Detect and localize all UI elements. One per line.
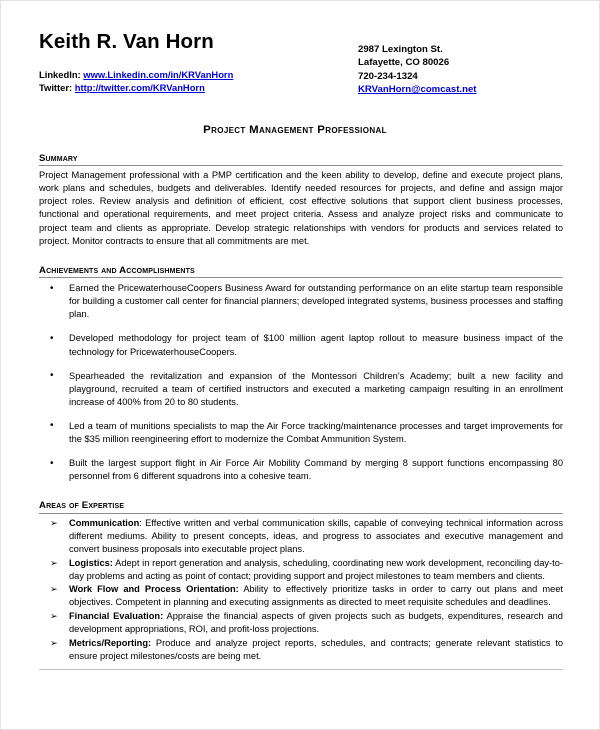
resume-header xyxy=(39,31,563,97)
expertise-description: Produce and analyze project reports, schedules, and contracts; generate relevant statistics to ensure project milestones/costs are being met. xyxy=(69,637,563,661)
arrow-bullet-icon: ➢ xyxy=(50,610,58,622)
list-item xyxy=(39,557,563,583)
arrow-bullet-icon: ➢ xyxy=(50,557,58,569)
footer-divider xyxy=(39,669,563,670)
achievement-text: Earned the PricewaterhouseCoopers Business Award for outstanding performance on an elite startup team responsible for building a customer call center for financial planners; developed integrated systems, business processes and staffing plan. xyxy=(69,283,563,320)
twitter-link[interactable]: http://twitter.com/KRVanHorn xyxy=(74,81,205,93)
arrow-bullet-icon: ➢ xyxy=(50,637,58,649)
address-street: 2987 Lexington St. xyxy=(358,44,443,55)
list-item xyxy=(39,637,563,663)
candidate-name: Keith R. Van Horn xyxy=(39,30,214,53)
expertise-separator: : xyxy=(139,517,142,528)
section-summary xyxy=(39,153,563,248)
list-item xyxy=(39,610,563,636)
achievement-text: Developed methodology for project team of $100 million agent laptop rollout to measure business impact of the technology for PricewaterhouseCoopers. xyxy=(69,333,563,357)
section-heading-expertise: Areas of Expertise xyxy=(39,500,563,514)
list-item xyxy=(39,583,563,609)
phone-number: 720-234-1324 xyxy=(358,70,418,82)
list-item xyxy=(39,517,563,556)
list-item xyxy=(39,370,563,409)
contact-block xyxy=(358,43,563,97)
achievement-text: Led a team of munitions specialists to map the Air Force tracking/maintenance processes and target improvements for the $35 million reengineering effort to modernize the Combat Ammunition System. xyxy=(69,420,563,445)
arrow-bullet-icon: ➢ xyxy=(50,517,58,529)
section-expertise xyxy=(39,500,563,670)
job-title: Project Management Professional xyxy=(203,123,387,136)
bullet-icon: • xyxy=(50,332,54,344)
expertise-term: Metrics/Reporting: xyxy=(69,637,152,648)
expertise-term: Financial Evaluation: xyxy=(69,610,164,621)
header-left-block xyxy=(39,31,339,94)
bullet-icon: • xyxy=(50,457,54,469)
section-heading-summary: Summary xyxy=(39,153,563,167)
resume-content xyxy=(39,31,563,670)
arrow-bullet-icon: ➢ xyxy=(50,584,58,596)
list-item xyxy=(39,282,563,321)
list-item xyxy=(39,457,563,483)
expertise-description: Appraise the financial aspects of given projects such as budgets, expenditures, research and development appropriations, ROI, and profit-loss projections. xyxy=(69,610,563,635)
twitter-line xyxy=(39,81,339,94)
expertise-term: Logistics: xyxy=(69,557,113,568)
list-item xyxy=(39,420,563,446)
expertise-description: Effective written and verbal communication skills, capable of conveying technical information across different mediums. Ability to present concepts, ideas, and progress to associates and executive management and convert business proposals into executable project plans. xyxy=(69,517,563,554)
expertise-list xyxy=(39,517,563,663)
bullet-icon: • xyxy=(50,282,54,294)
expertise-description: Ability to effectively prioritize tasks in order to carry out plans and meet objectives. Competent in planning and executing assignments as directed to meet requisite schedules and deadlines. xyxy=(69,584,563,608)
expertise-term: Communication xyxy=(69,517,140,528)
section-heading-achievements: Achievements and Accomplishments xyxy=(39,265,563,279)
achievements-list xyxy=(39,282,563,483)
address-city-state-zip: Lafayette, CO 80026 xyxy=(358,57,450,69)
achievement-text: Built the largest support flight in Air Force Air Mobility Command by merging 8 support functions encompassing 80 personnel from 6 different squadrons into a cohesive team. xyxy=(69,458,563,482)
linkedin-line xyxy=(39,68,339,81)
bullet-icon: • xyxy=(50,370,54,382)
summary-text: Project Management professional with a PMP certification and the keen ability to develop, define and execute project plans, work plans and schedules, budgets and deliverables. Identify needed resources for projects, and define and assign major project roles. Review analysis and definition of efficient, cost effective solutions that support client business processes, functional and operational requirements, and meet project criteria. Assess and analyze project risks and communicate to project team and clients as appropriate. Develop strategic relationships with vendors for products and services related to project. Monitor contracts to ensure that all commitments are met. xyxy=(39,170,563,246)
section-achievements xyxy=(39,265,563,484)
linkedin-link[interactable]: www.Linkedin.com/in/KRVanHorn xyxy=(83,68,234,80)
email-link[interactable]: KRVanHorn@comcast.net xyxy=(358,84,477,96)
expertise-term: Work Flow and Process Orientation: xyxy=(69,584,239,595)
achievement-text: Spearheaded the revitalization and expansion of the Montessori Children's Academy; built a new facility and playground, recruited a team of certified instructors and executed a marketing campaign resulting in an enrollment increase of 400% from 20 to 80 students. xyxy=(69,370,563,407)
linkedin-label: LinkedIn: xyxy=(39,68,81,80)
list-item xyxy=(39,332,563,358)
bullet-icon: • xyxy=(50,420,54,432)
twitter-label: Twitter: xyxy=(39,81,73,93)
expertise-description: Adept in report generation and analysis, scheduling, coordinating new work development, reconciling day-to-day problems and acting as point of contact; providing support and project milestones to team members and clients. xyxy=(69,557,563,581)
